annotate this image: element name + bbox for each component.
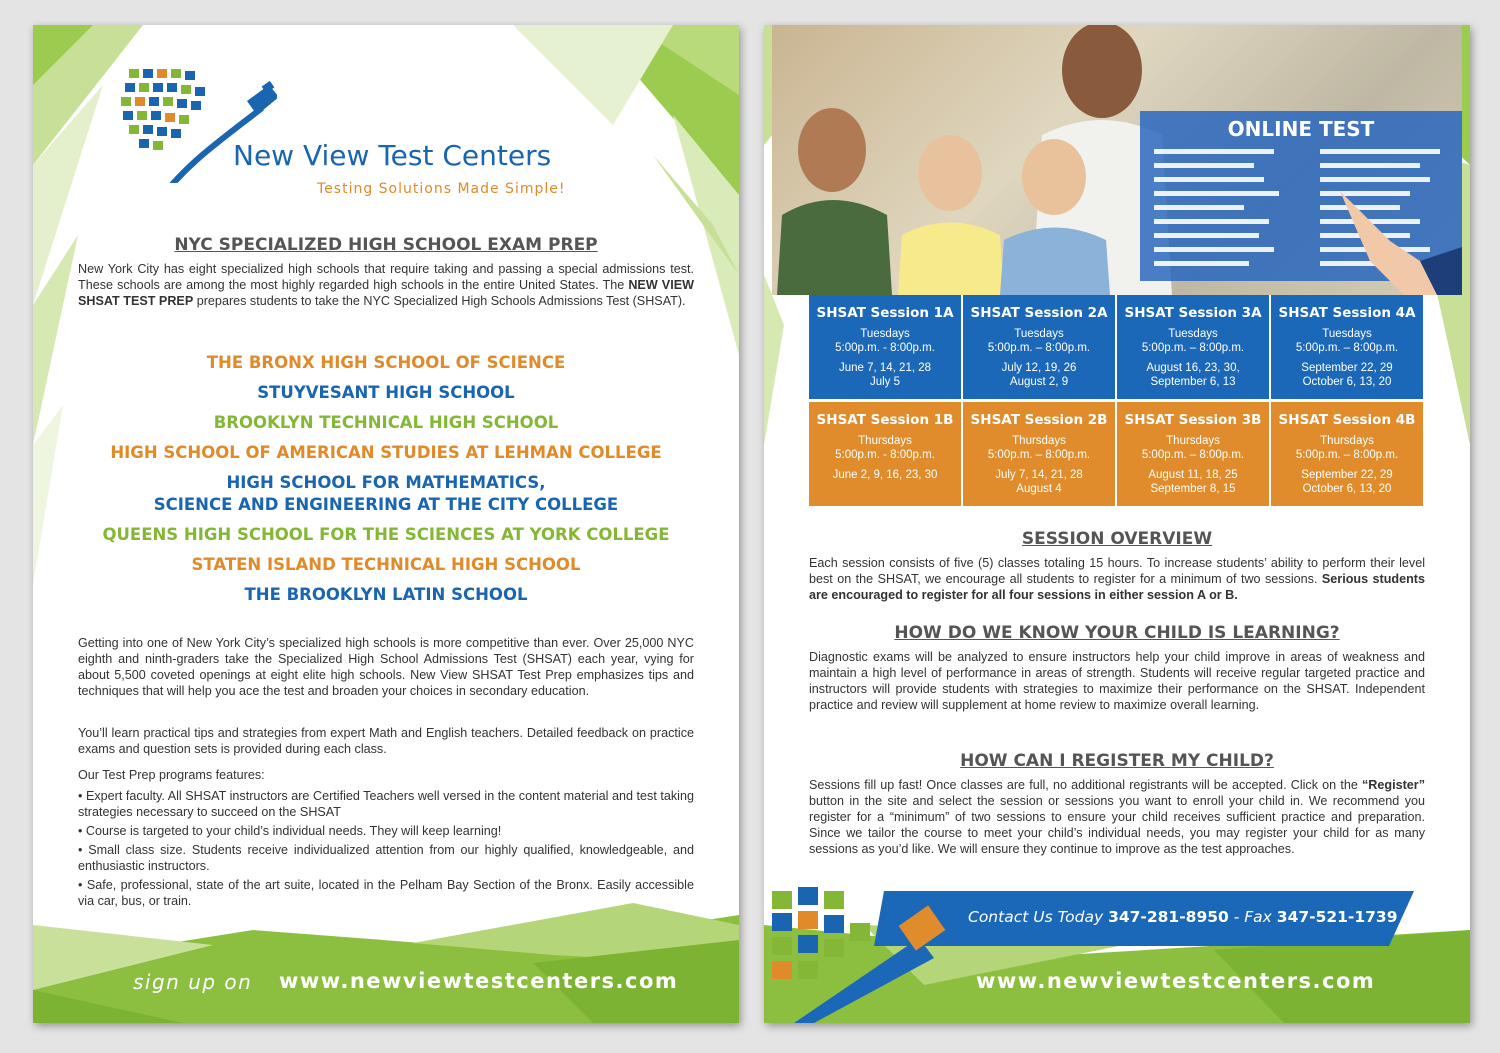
contact-phone[interactable]: 347-281-8950 xyxy=(1108,908,1229,926)
session-day: Tuesdays xyxy=(1322,328,1372,340)
session-dates: June 2, 9, 16, 23, 30 xyxy=(832,469,938,481)
school-item-line2: SCIENCE AND ENGINEERING AT THE CITY COLLEGE xyxy=(153,495,619,514)
session-day: Thursdays xyxy=(1012,435,1066,447)
overview-bold-text: Serious students are encouraged to register for all four sessions in either session A or B. xyxy=(809,572,1425,602)
register-text-b: button in the site and select the session or sessions you want to enroll your child in. We recommend you register for a “minimum” of two sessions to ensure your child receives sufficient practice and preparation. Since we tailor the course to meet your child’s individual needs, you may register your child for as many sessions as you’d like. We will ensure they continue to improve as the test approaches. xyxy=(809,794,1425,856)
contact-info xyxy=(968,908,1398,926)
school-item: STUYVESANT HIGH SCHOOL xyxy=(257,383,515,402)
intro-paragraph xyxy=(78,261,694,309)
school-item: THE BRONX HIGH SCHOOL OF SCIENCE xyxy=(206,353,566,372)
features-heading: Our Test Prep programs features: xyxy=(78,768,265,782)
register-paragraph xyxy=(809,777,1425,857)
session-day: Thursdays xyxy=(1166,435,1220,447)
usb-cable-icon xyxy=(764,883,964,1023)
learning-paragraph: Diagnostic exams will be analyzed to ensure instructors help your child improve in areas of weakness and maintain a high level of performance in areas of strength. Students will receive regular targeted practice and instructors will provide students with strategies to maximize their performance on the SHSAT. Independent practice and review will supplement at home review to maximize overall learning. xyxy=(809,650,1425,712)
session-dates: August 4 xyxy=(1016,483,1062,495)
session-time: 5:00p.m. - 8:00p.m. xyxy=(835,449,935,461)
footer-signup: sign up on xyxy=(133,970,253,994)
session-card[interactable] xyxy=(1271,295,1423,399)
session-day: Tuesdays xyxy=(1014,328,1064,340)
session-dates: July 7, 14, 21, 28 xyxy=(995,469,1083,481)
teachers-paragraph: You’ll learn practical tips and strategies from expert Math and English teachers. Detailed feedback on practice exams and question sets is provided during each class. xyxy=(78,726,694,756)
competition-paragraph: Getting into one of New York City’s specialized high schools is more competitive than ever. Over 25,000 NYC eighth and ninth-graders take the Specialized High School Admissions Test (SHSAT) each year, vying for about 5,500 coveted openings at eight elite high schools. New View SHSAT Test Prep emphasizes tips and techniques that will help you ace the test and broaden your choices in secondary education. xyxy=(78,636,694,698)
feature-item: • Course is targeted to your child’s individual needs. They will keep learning! xyxy=(78,824,502,838)
session-day: Tuesdays xyxy=(860,328,910,340)
session-card[interactable] xyxy=(963,402,1115,506)
session-dates: August 2, 9 xyxy=(1009,376,1069,388)
session-dates: July 5 xyxy=(869,376,901,388)
session-time: 5:00p.m. - 8:00p.m. xyxy=(835,342,935,354)
hero-photo xyxy=(772,25,1462,295)
session-title: SHSAT Session 3A xyxy=(1124,305,1262,321)
session-title: SHSAT Session 1A xyxy=(816,305,954,321)
session-dates: July 12, 19, 26 xyxy=(1001,362,1077,374)
session-title: SHSAT Session 2B xyxy=(970,412,1108,428)
session-title: SHSAT Session 4B xyxy=(1278,412,1416,428)
session-time: 5:00p.m. – 8:00p.m. xyxy=(1141,342,1245,354)
register-text-a: Sessions fill up fast! Once classes are full, no additional registrants will be accepted. Click on the xyxy=(809,778,1362,792)
session-card[interactable] xyxy=(809,402,961,506)
logo-tagline: Testing Solutions Made Simple! xyxy=(317,181,566,197)
session-title: SHSAT Session 3B xyxy=(1124,412,1262,428)
feature-item: • Expert faculty. All SHSAT instructors are Certified Teachers well versed in the content material and test taking strategies necessary to succeed on the SHSAT xyxy=(78,789,694,819)
intro-text-bold: NEW VIEW SHSAT TEST PREP xyxy=(78,278,694,308)
session-title: SHSAT Session 1B xyxy=(816,412,954,428)
feature-item: • Small class size. Students receive individualized attention from our highly qualified, knowledgeable, and enthusiastic instructors. xyxy=(78,843,694,873)
contact-label: Contact Us Today xyxy=(968,908,1104,926)
logo-name: New View Test Centers xyxy=(233,139,552,172)
contact-separator: - Fax xyxy=(1233,908,1272,926)
session-day: Thursdays xyxy=(858,435,912,447)
session-dates: September 8, 15 xyxy=(1150,483,1236,495)
school-item: STATEN ISLAND TECHNICAL HIGH SCHOOL xyxy=(191,555,581,574)
overview-paragraph xyxy=(809,555,1425,603)
logo xyxy=(117,63,677,197)
register-button-ref: “Register” xyxy=(1362,778,1425,792)
session-card[interactable] xyxy=(1117,402,1269,506)
flyer-page-front xyxy=(33,25,739,1023)
feature-item: • Safe, professional, state of the art suite, located in the Pelham Bay Section of the Bronx. Easily accessible via car, bus, or train. xyxy=(78,878,694,908)
school-item: QUEENS HIGH SCHOOL FOR THE SCIENCES AT YORK COLLEGE xyxy=(102,525,670,544)
register-title: HOW CAN I REGISTER MY CHILD? xyxy=(960,751,1274,771)
session-day: Thursdays xyxy=(1320,435,1374,447)
session-card[interactable] xyxy=(1117,295,1269,399)
session-time: 5:00p.m. – 8:00p.m. xyxy=(1295,342,1399,354)
page-title: NYC SPECIALIZED HIGH SCHOOL EXAM PREP xyxy=(174,235,598,255)
footer-url[interactable]: www.newviewtestcenters.com xyxy=(279,969,679,993)
session-dates: August 11, 18, 25 xyxy=(1148,469,1238,481)
online-test-panel xyxy=(1140,111,1462,281)
session-dates: September 6, 13 xyxy=(1150,376,1236,388)
session-day: Tuesdays xyxy=(1168,328,1218,340)
school-item: THE BROOKLYN LATIN SCHOOL xyxy=(244,585,528,604)
session-dates: October 6, 13, 20 xyxy=(1302,483,1392,495)
session-time: 5:00p.m. – 8:00p.m. xyxy=(1141,449,1245,461)
school-item: HIGH SCHOOL FOR MATHEMATICS, xyxy=(226,473,546,492)
contact-fax[interactable]: 347-521-1739 xyxy=(1276,908,1398,926)
session-time: 5:00p.m. – 8:00p.m. xyxy=(987,342,1091,354)
schools-list xyxy=(78,352,694,606)
learning-title: HOW DO WE KNOW YOUR CHILD IS LEARNING? xyxy=(894,623,1340,643)
session-card[interactable] xyxy=(963,295,1115,399)
session-dates: October 6, 13, 20 xyxy=(1302,376,1392,388)
intro-text-b: prepares students to take the NYC Specialized High Schools Admissions Test (SHSAT). xyxy=(193,294,686,308)
session-card[interactable] xyxy=(1271,402,1423,506)
pointing-hand-icon xyxy=(1330,181,1462,295)
online-test-title: ONLINE TEST xyxy=(1227,117,1375,141)
session-card[interactable] xyxy=(809,295,961,399)
session-dates: June 7, 14, 21, 28 xyxy=(838,362,932,374)
session-dates: September 22, 29 xyxy=(1301,469,1393,481)
session-dates: September 22, 29 xyxy=(1301,362,1393,374)
overview-text: Each session consists of five (5) classes totaling 15 hours. To increase students’ ability to perform their level best on the SHSAT, we encourage all students to register for a minimum of two sessions. xyxy=(809,556,1425,586)
school-item: BROOKLYN TECHNICAL HIGH SCHOOL xyxy=(213,413,559,432)
session-dates: August 16, 23, 30, xyxy=(1146,362,1240,374)
session-title: SHSAT Session 2A xyxy=(970,305,1108,321)
intro-text-a: New York City has eight specialized high schools that require taking and passing a special admissions test. These schools are among the most highly regarded high schools in the entire United States. The xyxy=(78,262,694,292)
session-title: SHSAT Session 4A xyxy=(1278,305,1416,321)
features-list xyxy=(78,788,694,912)
school-item: HIGH SCHOOL OF AMERICAN STUDIES AT LEHMAN COLLEGE xyxy=(110,443,662,462)
session-time: 5:00p.m. – 8:00p.m. xyxy=(1295,449,1399,461)
footer-url[interactable]: www.newviewtestcenters.com xyxy=(976,969,1376,993)
session-time: 5:00p.m. – 8:00p.m. xyxy=(987,449,1091,461)
flyer-page-back xyxy=(764,25,1470,1023)
overview-title: SESSION OVERVIEW xyxy=(1021,529,1213,549)
